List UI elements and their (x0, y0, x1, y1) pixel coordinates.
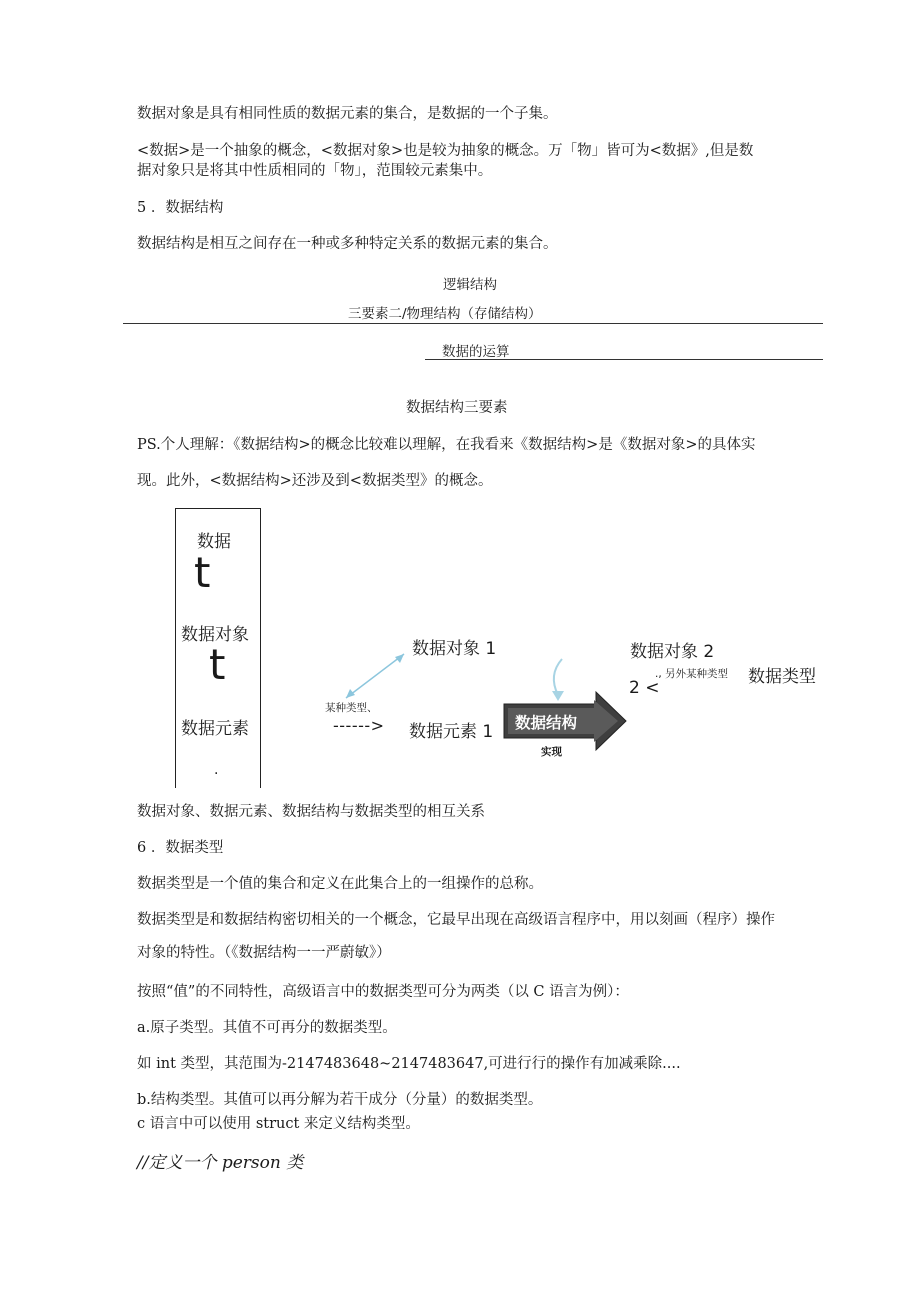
paragraph-abstract-2: 据对象只是将其中性质相同的「物」，范围较元素集中。 (137, 163, 493, 179)
paragraph-value-types: 按照“值”的不同特性，高级语言中的数据类型可分为两类（以 C 语言为例）： (137, 984, 629, 1000)
ps-line-2: 现。此外，<数据结构>还涉及到<数据类型》的概念。 (137, 473, 493, 489)
paragraph-data-type-def: 数据类型是一个值的集合和定义在此集合上的一组操作的总称。 (137, 876, 543, 892)
label-data-object-1: 数据对象 1 (412, 639, 497, 659)
label-implementation: 实现 (541, 746, 562, 758)
col-data-element: 数据元素 (181, 719, 249, 739)
item-atomic-type: a.原子类型。其值不可再分的数据类型。 (137, 1020, 397, 1036)
label-data-structure: 数据结构 (515, 714, 578, 732)
column-top-line (175, 508, 260, 509)
label-data-element-1: 数据元素 1 (409, 722, 494, 742)
tree-logical: 逻辑结构 (443, 277, 497, 293)
item-struct-type: b.结构类型。其值可以再分解为若干成分（分量）的数据类型。 (137, 1092, 543, 1108)
column-left-line (175, 508, 176, 788)
tree-operation: 数据的运算 (442, 344, 510, 360)
double-arrow-icon (340, 648, 410, 704)
label-two-lt: 2 < (629, 678, 660, 698)
column-right-line (260, 508, 261, 788)
item-struct-c: c 语言中可以使用 struct 来定义结构类型。 (137, 1116, 420, 1132)
col-arrow-2: t (209, 640, 226, 689)
tree-caption: 数据结构三要素 (406, 400, 508, 416)
paragraph-data-object: 数据对象是具有相同性质的数据元素的集合，是数据的一个子集。 (137, 106, 558, 122)
label-some-type: 某种类型、 (325, 702, 378, 714)
col-arrow-1: t (194, 548, 211, 597)
label-data-type: 数据类型 (748, 667, 816, 687)
label-data-object-2: 数据对象 2 (630, 642, 715, 662)
paragraph-data-type-1: 数据类型是和数据结构密切相关的一个概念，它最早出现在高级语言程序中，用以刻画（程序）操作 (137, 912, 775, 928)
heading-5: 5 ．数据结构 (137, 200, 224, 216)
tree-rule-1 (123, 323, 823, 324)
ps-line-1: PS.个人理解：《数据结构>的概念比较难以理解，在我看来《数据结构>是《数据对象>的具体实 (137, 437, 756, 453)
item-atomic-example: 如 int 类型，其范围为-2147483648~2147483647,可进行行的操作有加减乘除.... (137, 1056, 681, 1072)
col-dot: . (214, 762, 219, 778)
dashed-arrow: ------> (333, 716, 385, 735)
diagram-caption: 数据对象、数据元素、数据结构与数据类型的相互关系 (137, 804, 485, 820)
label-other-type: ., 另外某种类型 (655, 668, 729, 680)
heading-6: 6 ．数据类型 (137, 840, 224, 856)
col-data: 数据 (197, 532, 231, 552)
paragraph-data-type-2: 对象的特性。（《数据结构一一严蔚敏》） (137, 945, 391, 961)
col-data-object: 数据对象 (181, 625, 249, 645)
tree-physical: 三要素二/物理结构（存储结构） (348, 306, 542, 322)
code-comment: //定义一个 person 类 (137, 1153, 304, 1173)
tree-rule-2 (425, 359, 823, 360)
paragraph-data-structure: 数据结构是相互之间存在一种或多种特定关系的数据元素的集合。 (137, 236, 558, 252)
paragraph-abstract-1: <数据>是一个抽象的概念，<数据对象>也是较为抽象的概念。万「物」皆可为<数据》,但是数 (137, 143, 754, 159)
